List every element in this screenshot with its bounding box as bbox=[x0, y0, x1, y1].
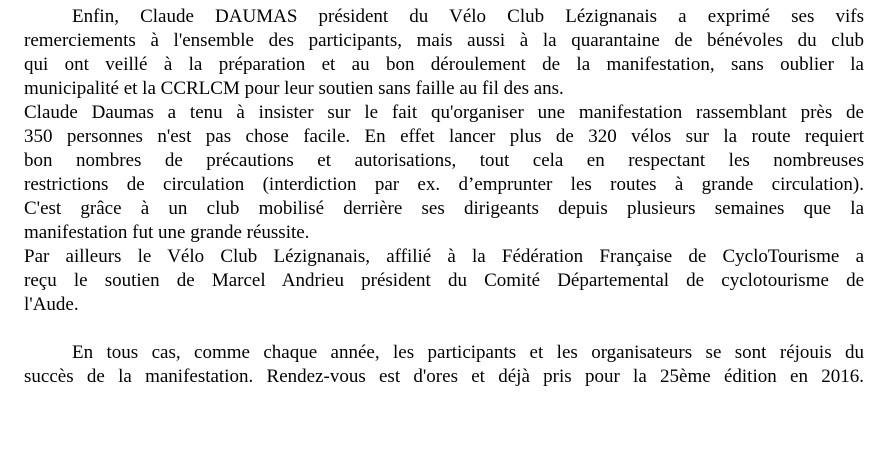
paragraph4-line-1: En tous cas, comme chaque année, les participants et les organisateurs se sont réjouis du bbox=[72, 342, 864, 363]
paragraph2-line-2: 350 personnes n'est pas chose facile. En effet lancer plus de 320 vélos sur la route requiert bbox=[24, 126, 864, 147]
paragraph2-line-4: restrictions de circulation (interdiction par ex. d’emprunter les routes à grande circulation). bbox=[24, 174, 864, 195]
paragraph2-line-5: C'est grâce à un club mobilisé derrière ses dirigeants depuis plusieurs semaines que la bbox=[24, 198, 864, 219]
paragraph1-line-1: Enfin, Claude DAUMAS président du Vélo Club Lézignanais a exprimé ses vifs bbox=[72, 6, 864, 27]
paragraph3-line-2: reçu le soutien de Marcel Andrieu président du Comité Départemental de cyclotourisme de bbox=[24, 270, 864, 291]
paragraph1-line-2: remerciements à l'ensemble des participants, mais aussi à la quarantaine de bénévoles du club bbox=[24, 30, 864, 51]
paragraph4-line-2: succès de la manifestation. Rendez-vous est d'ores et déjà pris pour la 25ème édition en 2016. bbox=[24, 366, 864, 387]
paragraph2-line-6: manifestation fut une grande réussite. bbox=[24, 222, 310, 243]
paragraph1-line-4: municipalité et la CCRLCM pour leur soutien sans faille au fil des ans. bbox=[24, 78, 564, 99]
paragraph3-line-1: Par ailleurs le Vélo Club Lézignanais, affilié à la Fédération Française de CycloTourisme a bbox=[24, 246, 864, 267]
paragraph2-line-1: Claude Daumas a tenu à insister sur le fait qu'organiser une manifestation rassemblant près de bbox=[24, 102, 864, 123]
paragraph3-line-3: l'Aude. bbox=[24, 294, 79, 315]
paragraph2-line-3: bon nombres de précautions et autorisations, tout cela en respectant les nombreuses bbox=[24, 150, 864, 171]
paragraph1-line-3: qui ont veillé à la préparation et au bon déroulement de la manifestation, sans oublier la bbox=[24, 54, 864, 75]
